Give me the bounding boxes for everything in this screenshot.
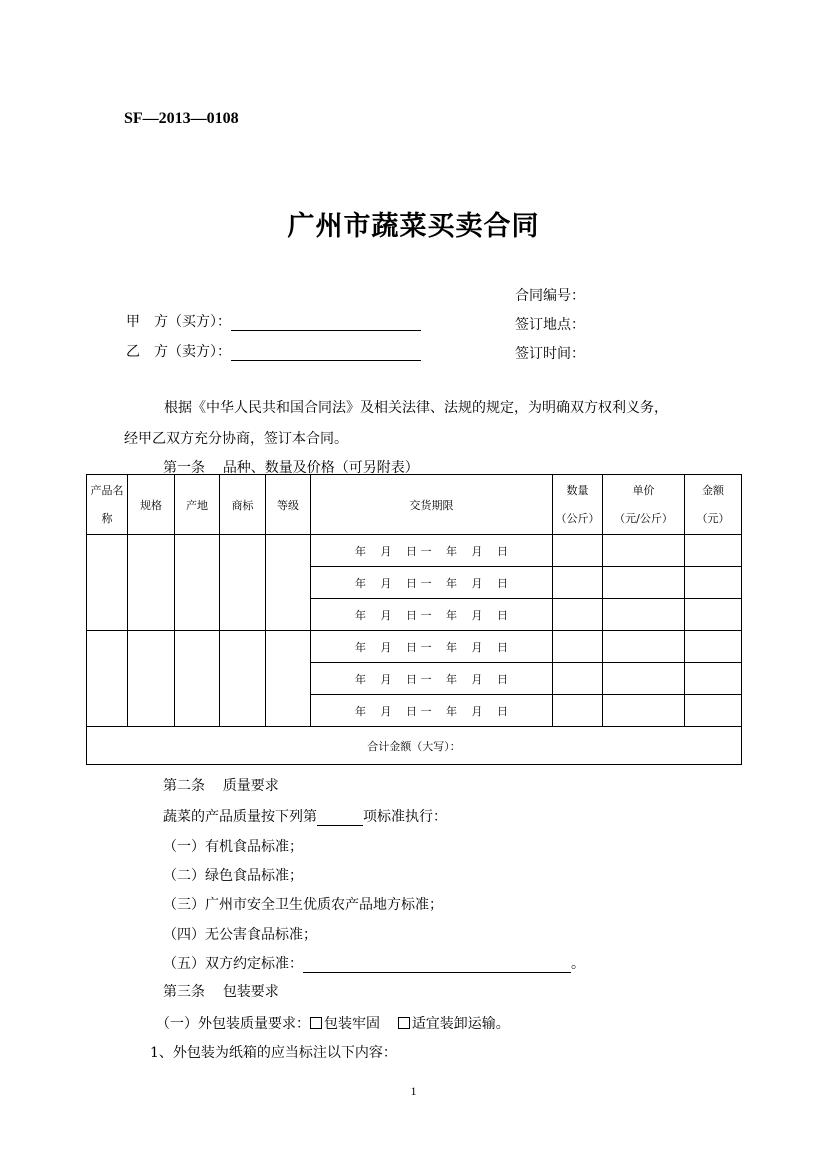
cell-amount[interactable]: [685, 599, 742, 631]
cell-amount[interactable]: [685, 663, 742, 695]
cell-origin[interactable]: [175, 535, 220, 631]
product-table: [86, 474, 742, 765]
standard-item-5-row: [163, 953, 585, 973]
page-number: 1: [410, 1084, 417, 1098]
table-row: [87, 631, 742, 663]
header-delivery: 交货期限: [311, 475, 553, 535]
standard-item: （五）双方约定标准：: [163, 956, 303, 972]
cell-product-name[interactable]: [87, 535, 128, 631]
standard-item: （一）有机食品标准；: [163, 839, 303, 855]
party-b-row: [126, 341, 421, 361]
article-2-text: 质量要求: [222, 778, 279, 794]
table-row: [87, 535, 742, 567]
header-spec: 规格: [128, 475, 175, 535]
cell-price[interactable]: [603, 599, 685, 631]
cell-delivery-date[interactable]: 年 月 日 一 年 月 日: [311, 567, 553, 599]
cell-origin[interactable]: [175, 631, 220, 727]
sign-time-label: 签订时间：: [515, 346, 585, 362]
cell-qty[interactable]: [553, 663, 603, 695]
document-number: SF—2013—0108: [124, 110, 239, 127]
contract-number-label: 合同编号：: [515, 288, 585, 304]
article-3-number: 第三条: [163, 984, 205, 1000]
cell-qty[interactable]: [553, 695, 603, 727]
cell-grade[interactable]: [266, 535, 311, 631]
sign-place-label: 签订地点：: [515, 317, 585, 333]
cell-delivery-date[interactable]: 年 月 日 一 年 月 日: [311, 535, 553, 567]
total-amount-label[interactable]: 合计金额（大写）：: [87, 727, 742, 765]
cell-price[interactable]: [603, 631, 685, 663]
cell-price[interactable]: [603, 663, 685, 695]
article-1-text: 品种、数量及价格（可另附表）: [222, 460, 419, 476]
standard-suffix: 项标准执行：: [363, 809, 447, 825]
header-qty: 数量 （公斤）: [553, 475, 603, 535]
intro-line-1: 根据《中华人民共和国合同法》及相关法律、法规的规定，为明确双方权利义务，: [164, 400, 668, 416]
article-3-heading: [163, 981, 279, 1001]
cell-price[interactable]: [603, 695, 685, 727]
quality-standard-row: [163, 806, 447, 826]
option-suitable-transport: 适宜装卸运输。: [411, 1016, 510, 1032]
standard-item: （二）绿色食品标准；: [163, 868, 303, 884]
header-price: 单价 （元/公斤）: [603, 475, 685, 535]
contract-title: 广州市蔬菜买卖合同: [287, 211, 540, 242]
cell-amount[interactable]: [685, 631, 742, 663]
standard-item: （四）无公害食品标准；: [163, 927, 317, 943]
party-b-label: 乙 方（卖方）：: [126, 344, 231, 360]
party-a-label: 甲 方（买方）：: [126, 314, 231, 330]
cell-product-name[interactable]: [87, 631, 128, 727]
standard-prefix: 蔬菜的产品质量按下列第: [163, 809, 317, 825]
party-a-row: [126, 311, 421, 331]
cell-brand[interactable]: [220, 535, 266, 631]
cell-qty[interactable]: [553, 535, 603, 567]
header-product-name: 产品名 称: [87, 475, 128, 535]
outer-packaging-label: （一）外包装质量要求：: [156, 1016, 310, 1032]
cell-delivery-date[interactable]: 年 月 日 一 年 月 日: [311, 631, 553, 663]
header-grade: 等级: [266, 475, 311, 535]
cell-amount[interactable]: [685, 695, 742, 727]
cell-brand[interactable]: [220, 631, 266, 727]
standard-number-blank[interactable]: [317, 811, 363, 826]
table-total-row: [87, 727, 742, 765]
article-2-heading: [163, 775, 279, 795]
cell-amount[interactable]: [685, 567, 742, 599]
cell-grade[interactable]: [266, 631, 311, 727]
article-2-number: 第二条: [163, 778, 205, 794]
option-packaging-firm: 包装牢固: [324, 1016, 380, 1032]
packaging-sub-item: 1、外包装为纸箱的应当标注以下内容：: [150, 1045, 397, 1061]
party-a-blank[interactable]: [231, 316, 421, 331]
cell-delivery-date[interactable]: 年 月 日 一 年 月 日: [311, 663, 553, 695]
header-amount: 金额 （元）: [685, 475, 742, 535]
standard-item: （三）广州市安全卫生优质农产品地方标准；: [163, 897, 443, 913]
cell-spec[interactable]: [128, 631, 175, 727]
checkbox-packaging-firm[interactable]: [310, 1017, 322, 1029]
header-origin: 产地: [175, 475, 220, 535]
cell-qty[interactable]: [553, 567, 603, 599]
cell-delivery-date[interactable]: 年 月 日 一 年 月 日: [311, 695, 553, 727]
cell-price[interactable]: [603, 535, 685, 567]
article-3-text: 包装要求: [222, 984, 279, 1000]
standard-item-5-end: 。: [571, 956, 585, 972]
cell-qty[interactable]: [553, 599, 603, 631]
cell-amount[interactable]: [685, 535, 742, 567]
cell-delivery-date[interactable]: 年 月 日 一 年 月 日: [311, 599, 553, 631]
cell-spec[interactable]: [128, 535, 175, 631]
checkbox-suitable-transport[interactable]: [398, 1017, 410, 1029]
table-header-row: [87, 475, 742, 535]
header-brand: 商标: [220, 475, 266, 535]
cell-qty[interactable]: [553, 631, 603, 663]
cell-price[interactable]: [603, 567, 685, 599]
article-1-number: 第一条: [163, 460, 205, 476]
outer-packaging-row: [156, 1013, 510, 1033]
party-b-blank[interactable]: [231, 346, 421, 361]
intro-line-2: 经甲乙双方充分协商，签订本合同。: [124, 431, 348, 447]
agreed-standard-blank[interactable]: [303, 958, 571, 973]
